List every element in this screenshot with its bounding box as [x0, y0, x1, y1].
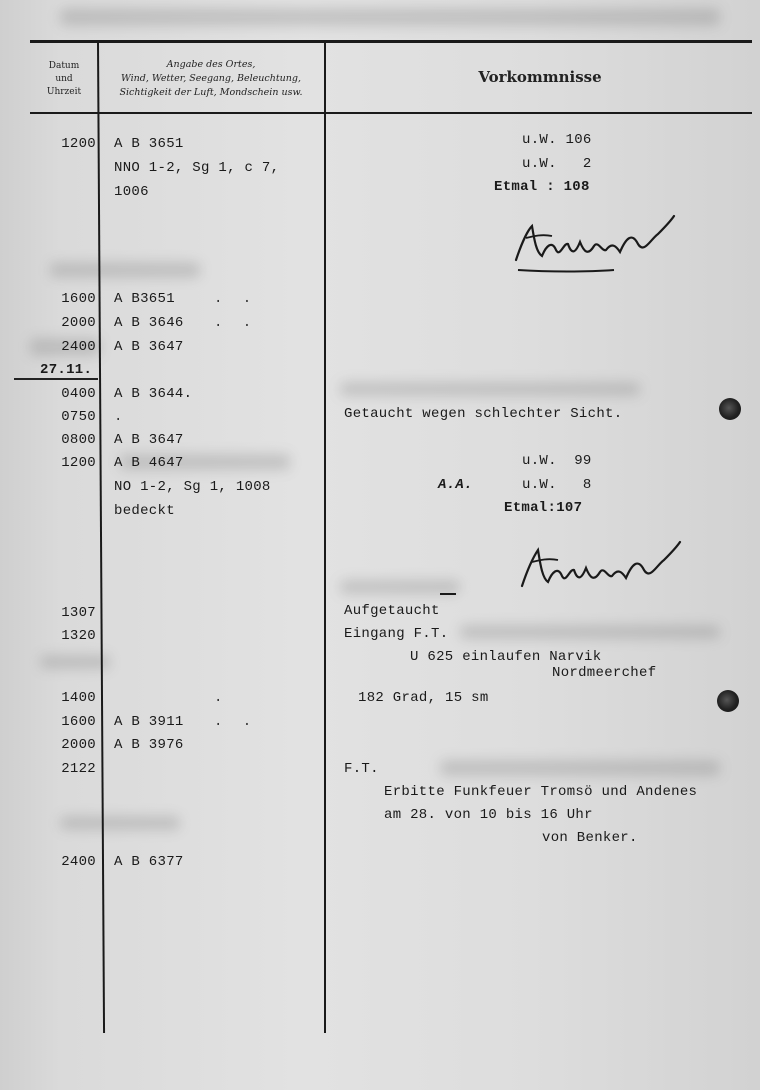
position-entry: A B 3976 [114, 737, 184, 753]
position-entry: A B3651 [114, 291, 175, 307]
time-entry: 1320 [61, 628, 96, 644]
radio-message-line: U 625 einlaufen Narvik [410, 649, 602, 665]
header-datum [36, 60, 92, 99]
dot-leader: . . [214, 714, 258, 730]
header-vorkommnisse: Vorkommnisse [478, 68, 602, 86]
header-datum-line: Datum [48, 61, 80, 71]
noon-etmal: Etmal : 108 [494, 179, 590, 195]
dot-leader: . . [214, 315, 258, 331]
hole-punch [717, 690, 739, 712]
position-entry: A B 3911 [114, 714, 184, 730]
header-datum-line: Uhrzeit [46, 87, 82, 97]
column-divider-1 [97, 43, 105, 1033]
date-underline [14, 378, 98, 380]
dot-leader: . [214, 690, 229, 706]
surfaced-note: Aufgetaucht [344, 603, 440, 619]
noon-run-surface: u.W. 106 [522, 132, 592, 148]
sky-entry: bedeckt [114, 503, 175, 519]
paper-smudge [40, 655, 110, 669]
time-entry: 1200 [61, 136, 96, 152]
weather-entry: NNO 1-2, Sg 1, c 7, [114, 160, 280, 176]
commander-signature [508, 212, 678, 278]
radio-header: F.T. [344, 761, 379, 777]
course-note: 182 Grad, 15 sm [358, 690, 489, 706]
time-entry: 2000 [61, 315, 96, 331]
noon-etmal: Etmal:107 [504, 500, 583, 516]
commander-signature [514, 540, 684, 600]
paper-smudge [340, 580, 460, 594]
header-ort [104, 58, 318, 100]
time-entry: 0400 [61, 386, 96, 402]
header-datum-line: und [55, 74, 73, 84]
radio-message-line: Erbitte Funkfeuer Tromsö und Andenes [384, 784, 698, 800]
pressure-entry: 1006 [114, 184, 149, 200]
time-entry: 0800 [61, 432, 96, 448]
incoming-radio-note: Eingang F.T. [344, 626, 449, 642]
initials-mark: A.A. [438, 477, 473, 493]
radio-message-sender: von Benker. [542, 830, 638, 846]
position-entry: A B 6377 [114, 854, 184, 870]
time-entry: 2122 [61, 761, 96, 777]
paper-smudge [50, 262, 200, 278]
radio-message-sender: Nordmeerchef [552, 665, 657, 681]
header-ort-line: Sichtigkeit der Luft, Mondschein usw. [119, 87, 303, 98]
noon-run-submerged: u.W. 8 [522, 477, 592, 493]
time-entry: 1600 [61, 291, 96, 307]
weather-entry: NO 1-2, Sg 1, 1008 [114, 479, 271, 495]
paper-smudge [440, 760, 720, 776]
time-entry: 1400 [61, 690, 96, 706]
hole-punch [719, 398, 741, 420]
time-entry: 1600 [61, 714, 96, 730]
dot-leader: . [114, 409, 129, 425]
time-entry: 0750 [61, 409, 96, 425]
position-entry: A B 4647 [114, 455, 184, 471]
header-top-rule [30, 40, 752, 43]
dive-note: Getaucht wegen schlechter Sicht. [344, 406, 623, 422]
noon-run-submerged: u.W. 2 [522, 156, 592, 172]
column-divider-2 [324, 43, 326, 1033]
paper-smudge [460, 625, 720, 639]
paper-smudge [60, 816, 180, 830]
time-entry: 1307 [61, 605, 96, 621]
date-entry: 27.11. [40, 362, 93, 378]
time-entry: 2400 [61, 854, 96, 870]
position-entry: A B 3647 [114, 432, 184, 448]
dot-leader: . . [214, 291, 258, 307]
paper-smudge [60, 8, 720, 26]
header-ort-line: Angabe des Ortes, [166, 59, 256, 70]
short-dash [440, 593, 456, 595]
position-entry: A B 3651 [114, 136, 184, 152]
position-entry: A B 3646 [114, 315, 184, 331]
time-entry: 2400 [61, 339, 96, 355]
header-bottom-rule [30, 112, 752, 114]
radio-message-line: am 28. von 10 bis 16 Uhr [384, 807, 593, 823]
time-entry: 1200 [61, 455, 96, 471]
time-entry: 2000 [61, 737, 96, 753]
position-entry: A B 3647 [114, 339, 184, 355]
header-ort-line: Wind, Wetter, Seegang, Beleuchtung, [121, 73, 301, 84]
noon-run-surface: u.W. 99 [522, 453, 592, 469]
paper-smudge [340, 382, 640, 396]
position-entry: A B 3644. [114, 386, 193, 402]
